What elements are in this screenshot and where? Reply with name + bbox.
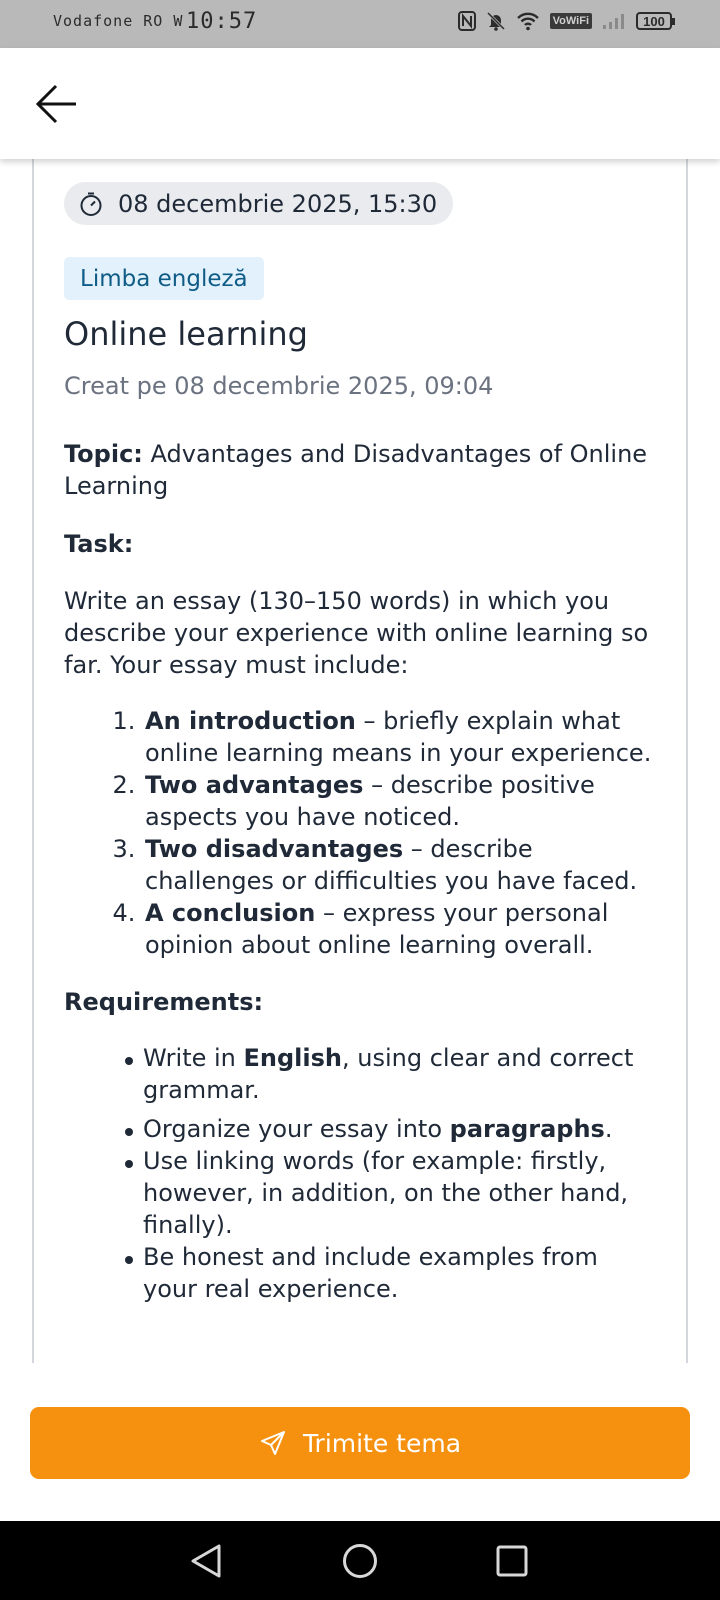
signal-icon bbox=[602, 12, 626, 30]
assignment-body bbox=[64, 438, 658, 1305]
task-label: Task: bbox=[64, 530, 134, 558]
list-item-text: . bbox=[604, 1115, 613, 1143]
list-item bbox=[143, 1113, 658, 1145]
triangle-back-icon bbox=[189, 1543, 223, 1579]
list-item bbox=[143, 1145, 658, 1241]
battery-indicator: 100 bbox=[636, 12, 672, 30]
requirements-label: Requirements: bbox=[64, 988, 264, 1016]
subject-tag: Limba engleză bbox=[64, 257, 264, 300]
list-item-bold: English bbox=[243, 1044, 342, 1072]
nav-back-button[interactable] bbox=[184, 1539, 228, 1583]
requirements-list bbox=[64, 1042, 658, 1305]
list-item-text: – briefly explain what online learning means in your experience. bbox=[145, 707, 652, 767]
stopwatch-icon bbox=[78, 191, 104, 217]
due-date-text: 08 decembrie 2025, 15:30 bbox=[118, 189, 438, 218]
list-item-text: Organize your essay into bbox=[143, 1115, 450, 1143]
list-item-bold: Two disadvantages bbox=[145, 835, 404, 863]
circle-home-icon bbox=[341, 1542, 379, 1580]
created-date: Creat pe 08 decembrie 2025, 09:04 bbox=[64, 372, 494, 400]
due-date-chip bbox=[64, 182, 453, 225]
task-intro: Write an essay (130–150 words) in which you describe your experience with online learning so far. Your essay must include: bbox=[64, 587, 649, 679]
submit-homework-button[interactable] bbox=[30, 1407, 690, 1479]
list-item bbox=[143, 705, 658, 769]
topic-text: Advantages and Disadvantages of Online Learning bbox=[64, 440, 648, 500]
list-item-bold: paragraphs bbox=[449, 1115, 605, 1143]
list-item-text: – express your personal opinion about online learning overall. bbox=[145, 899, 609, 959]
status-clock: 10:57 bbox=[186, 9, 258, 34]
list-item-text: , using clear and correct grammar. bbox=[143, 1044, 634, 1104]
status-icons bbox=[458, 11, 672, 31]
list-item-text: Write in bbox=[143, 1044, 244, 1072]
list-item-bold: A conclusion bbox=[145, 899, 316, 927]
list-item bbox=[143, 897, 658, 961]
list-item-text: Use linking words (for example: firstly, however, in addition, on the other hand, finally). bbox=[143, 1147, 629, 1239]
app-bar bbox=[0, 48, 720, 159]
system-navigation-bar bbox=[0, 1521, 720, 1600]
wifi-icon bbox=[516, 11, 540, 31]
topic-paragraph bbox=[64, 438, 658, 502]
list-item bbox=[143, 1042, 658, 1106]
back-button[interactable] bbox=[30, 78, 82, 130]
list-item bbox=[143, 833, 658, 897]
requirements-heading bbox=[64, 986, 658, 1018]
nav-home-button[interactable] bbox=[338, 1539, 382, 1583]
topic-label: Topic: bbox=[64, 440, 143, 468]
list-item-text: Be honest and include examples from your real experience. bbox=[143, 1243, 598, 1303]
list-item-text: – describe challenges or difficulties you have faced. bbox=[145, 835, 638, 895]
status-bar bbox=[0, 0, 720, 48]
carrier-label: Vodafone RO W bbox=[53, 12, 184, 30]
square-recents-icon bbox=[495, 1544, 529, 1578]
homework-card bbox=[32, 159, 688, 1363]
nav-recents-button[interactable] bbox=[490, 1539, 534, 1583]
list-item-bold: An introduction bbox=[145, 707, 356, 735]
task-heading bbox=[64, 528, 658, 560]
task-list bbox=[64, 705, 658, 961]
list-item-bold: Two advantages bbox=[145, 771, 364, 799]
mute-bell-icon bbox=[486, 11, 506, 31]
send-icon bbox=[259, 1429, 287, 1457]
submit-button-label: Trimite tema bbox=[302, 1428, 462, 1458]
list-item bbox=[143, 769, 658, 833]
page-title: Online learning bbox=[64, 315, 308, 353]
nfc-icon bbox=[458, 11, 476, 31]
arrow-left-icon bbox=[34, 82, 78, 126]
vowifi-badge: VoWiFi bbox=[550, 13, 592, 29]
list-item-text: – describe positive aspects you have noticed. bbox=[145, 771, 595, 831]
list-item bbox=[143, 1241, 658, 1305]
